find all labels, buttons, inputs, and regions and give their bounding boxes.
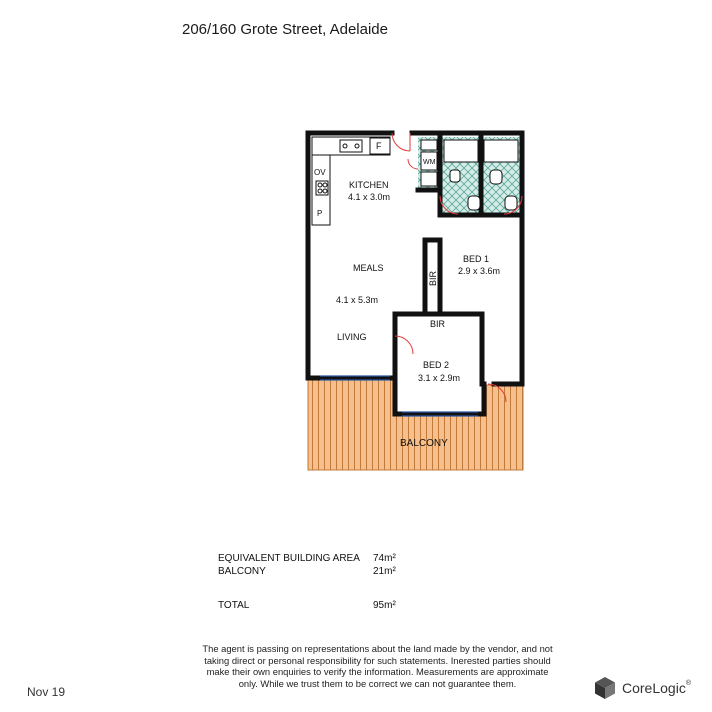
area-row: [218, 553, 408, 566]
area-value: 21m²: [373, 566, 396, 577]
corelogic-logo: [594, 676, 691, 700]
area-row: [218, 566, 408, 579]
oven-label: OV: [314, 168, 326, 177]
living-label: LIVING: [337, 332, 367, 342]
disclaimer-text: The agent is passing on representations about the land made by the vendor, and not taking direct or personal responsibility for such statements. Inerested parties should make their own enquiries to verify the information. Measurements are approximate only. While we trust them to be correct we can not guarantee them.: [202, 643, 553, 690]
brand-mark: ®: [685, 680, 691, 687]
bed2-size: 3.1 x 2.9m: [418, 373, 461, 383]
area-summary: [218, 553, 408, 613]
fridge-label: F: [376, 141, 382, 151]
area-label: BALCONY: [218, 566, 266, 577]
bir-horizontal-label: BIR: [430, 319, 446, 329]
meals-size: 4.1 x 5.3m: [336, 295, 379, 305]
area-label: EQUIVALENT BUILDING AREA: [218, 553, 360, 564]
balcony-deck: [308, 380, 523, 470]
meals-label: MEALS: [353, 263, 384, 273]
kitchen-label: KITCHEN: [349, 180, 389, 190]
area-value: 74m²: [373, 553, 396, 564]
area-row-total: [218, 600, 408, 613]
area-label: TOTAL: [218, 600, 250, 611]
plan-title: 206/160 Grote Street, Adelaide: [182, 21, 388, 38]
bed2-label: BED 2: [423, 360, 450, 370]
washing-machine-label: WM: [423, 159, 436, 166]
area-value: 95m²: [373, 600, 396, 611]
bed1-size: 2.9 x 3.6m: [458, 266, 501, 276]
balcony-label: BALCONY: [400, 438, 448, 449]
pantry-label: P: [317, 209, 323, 218]
bir-vertical-label: BIR: [428, 270, 438, 286]
kitchen-size: 4.1 x 3.0m: [348, 192, 391, 202]
plan-date: Nov 19: [27, 685, 66, 699]
bed1-label: BED 1: [463, 254, 490, 264]
brand-name: CoreLogic: [622, 680, 686, 696]
cube-icon: [594, 676, 616, 700]
